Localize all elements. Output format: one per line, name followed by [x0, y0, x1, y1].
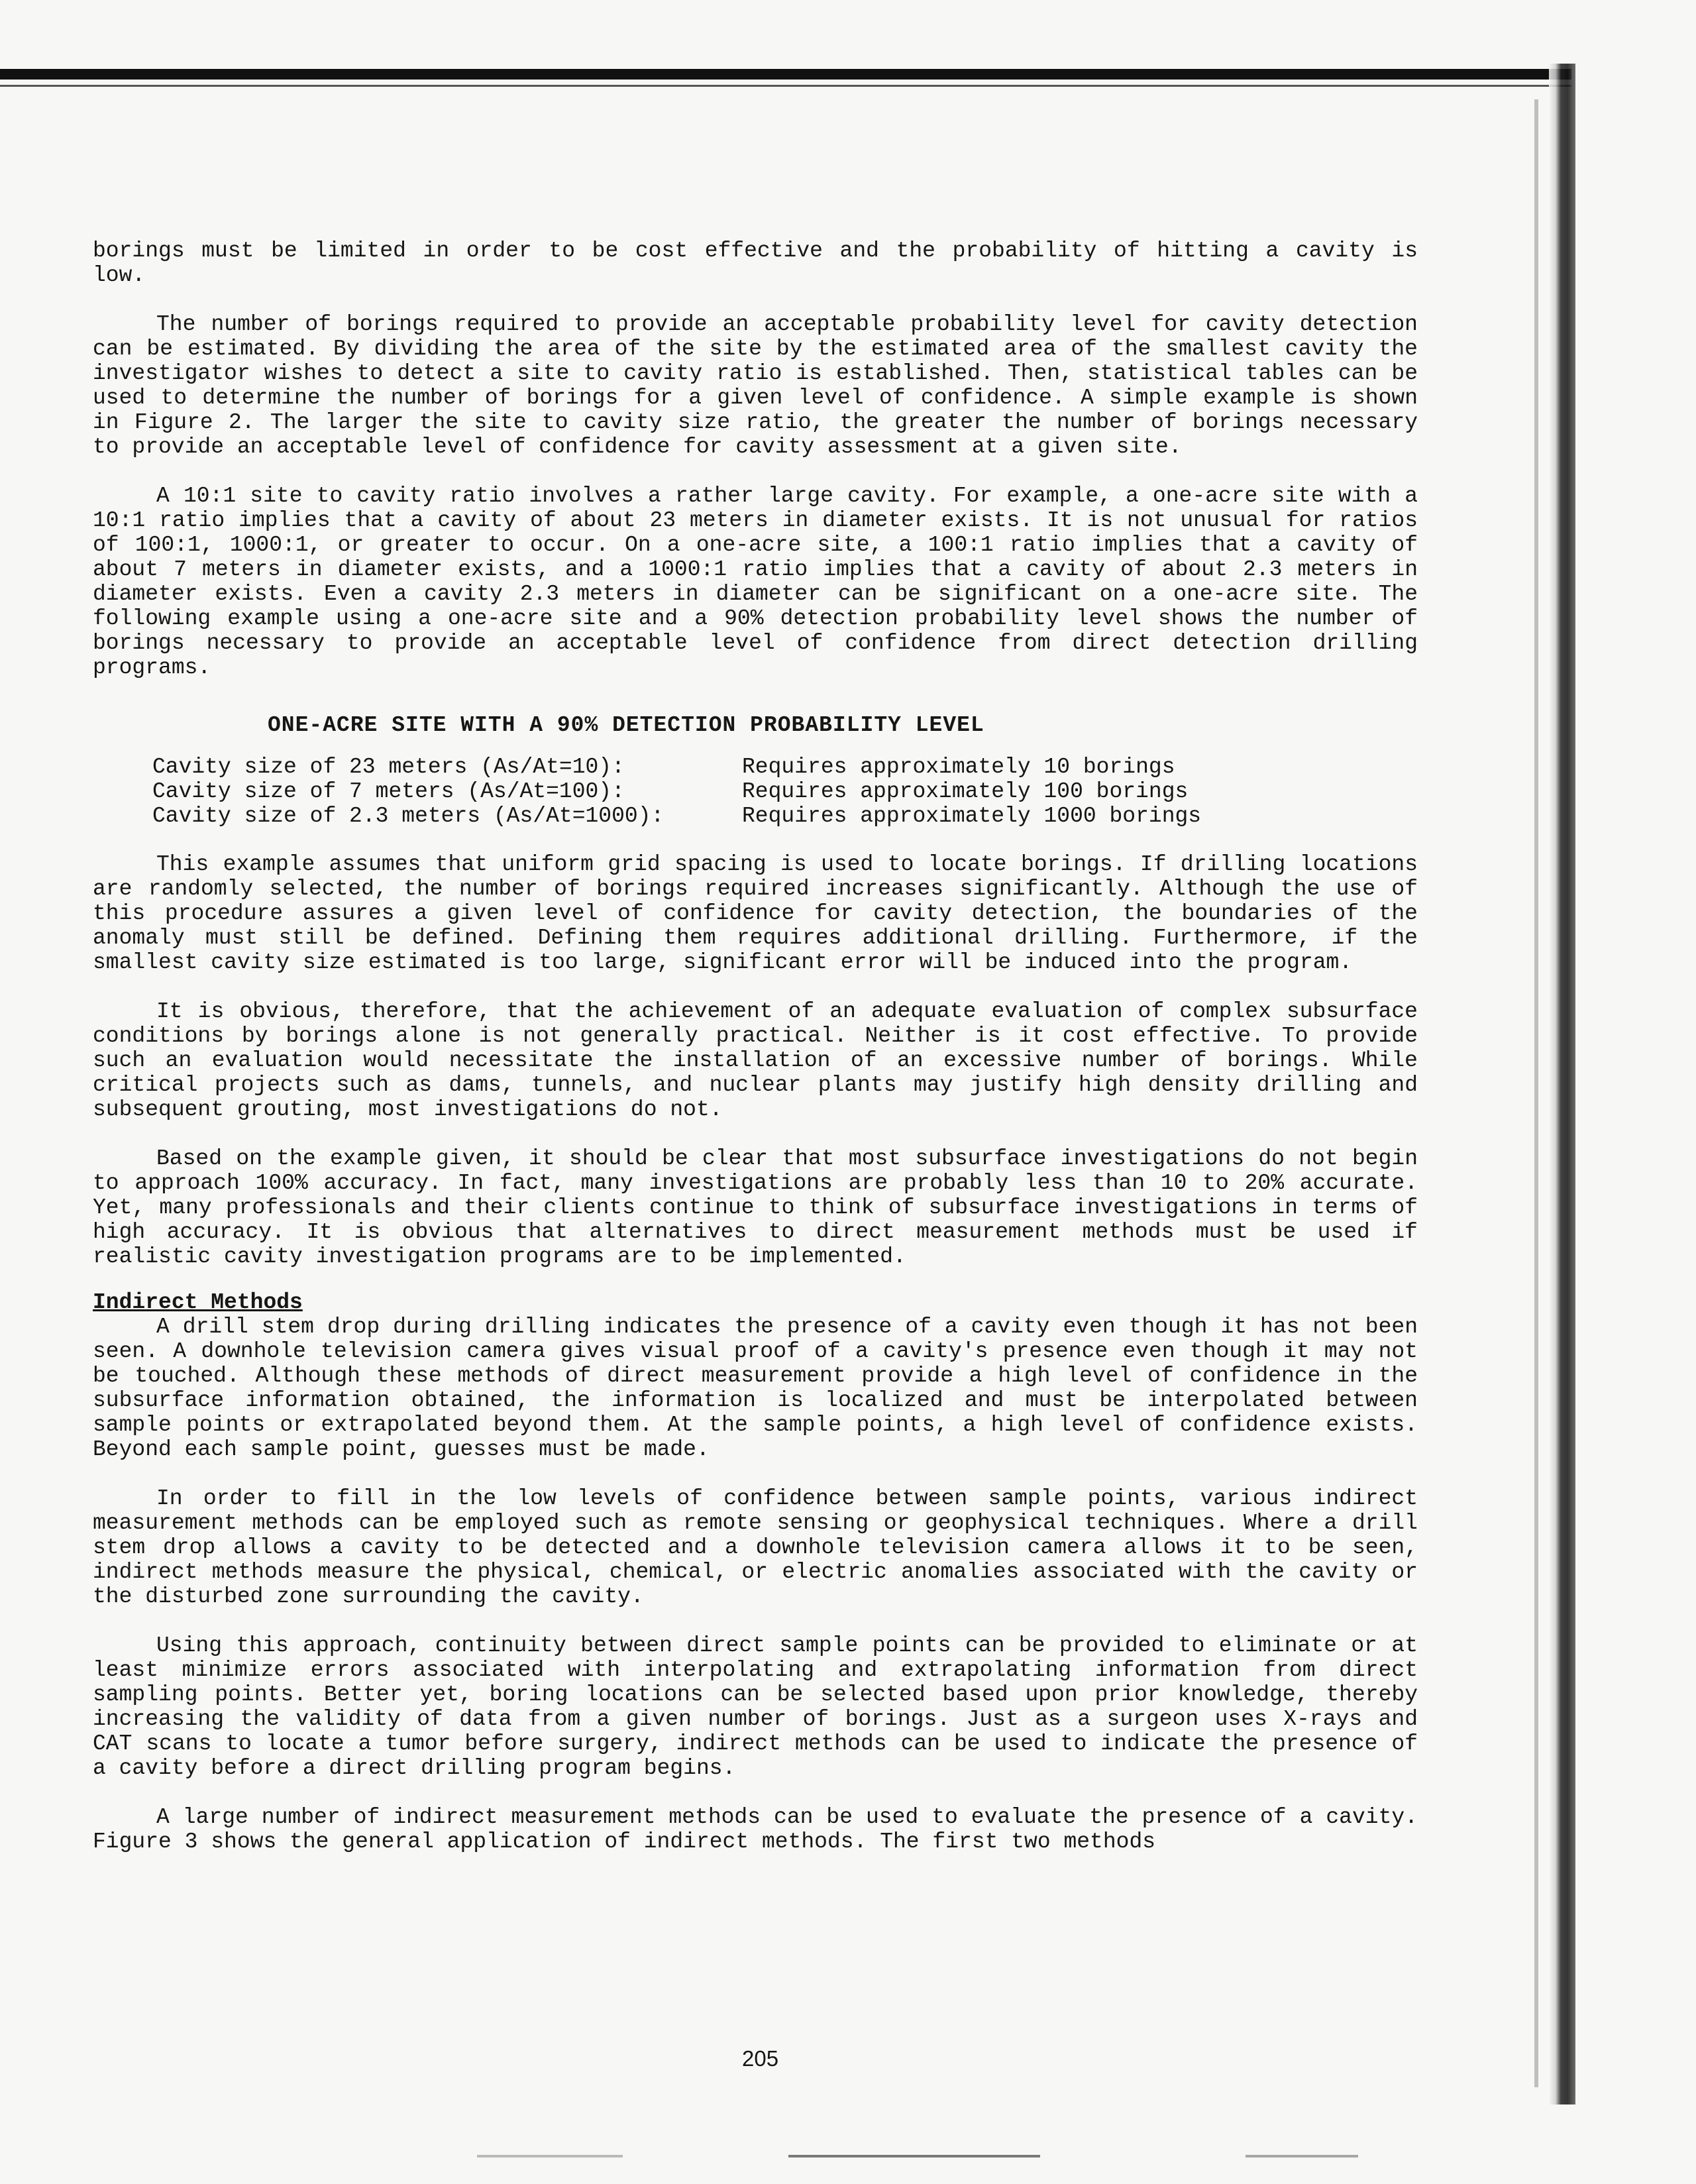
scan-artifact [1246, 2155, 1358, 2157]
paragraph: It is obvious, therefore, that the achievement of an adequate evaluation of complex subsurface conditions by borings alone is not generally practical. Neither is it cost effective. To provide such an evaluation would necessitate the installation of an excessive number of borings. While critical projects such as dams, tunnels, and nuclear plants may justify high density drilling and subsequent grouting, most investigations do not. [93, 999, 1418, 1122]
paragraph: This example assumes that uniform grid spacing is used to locate borings. If drilling locations are randomly selected, the number of borings required increases significantly. Although the use of this procedure assures a given level of confidence for cavity detection, the boundaries of the anomaly must still be defined. Defining them requires additional drilling. Furthermore, if the smallest cavity size estimated is too large, significant error will be induced into the program. [93, 852, 1418, 975]
scan-artifact [788, 2155, 1040, 2157]
top-border-thin-rule [0, 85, 1571, 87]
paragraph: A large number of indirect measurement methods can be used to evaluate the presence of a cavity. Figure 3 shows the general application of indirect methods. The first two methods [93, 1805, 1418, 1854]
example-row [152, 804, 1418, 828]
paragraph: Based on the example given, it should be clear that most subsurface investigations do not begin to approach 100% accuracy. In fact, many investigations are probably less than 10 to 20% accurate. Yet, many professionals and their clients continue to think of subsurface investigations in terms of high accuracy. It is obvious that alternatives to direct measurement methods must be used if realistic cavity investigation programs are to be implemented. [93, 1146, 1418, 1269]
document-body [93, 239, 1418, 1854]
cavity-size: Cavity size of 7 meters (As/At=100): [152, 779, 625, 804]
scan-edge-line [1534, 99, 1538, 2087]
paragraphs-middle [93, 852, 1418, 1269]
paragraph: In order to fill in the low levels of confidence between sample points, various indirect measurement methods can be employed such as remote sensing or geophysical techniques. Where a drill stem drop allows a cavity to be detected and a downhole television camera allows it to be seen, indirect methods measure the physical, chemical, or electric anomalies associated with the cavity or the disturbed zone surrounding the cavity. [93, 1486, 1418, 1609]
borings-required: Requires approximately 1000 borings [742, 804, 1202, 828]
cavity-size: Cavity size of 23 meters (As/At=10): [152, 755, 625, 779]
borings-required: Requires approximately 10 borings [742, 755, 1175, 779]
paragraphs-top [93, 239, 1418, 680]
example-row [152, 779, 1418, 804]
top-border-rule [0, 69, 1571, 80]
paragraphs-bottom [93, 1315, 1418, 1854]
example-row [152, 755, 1418, 779]
section-heading: Indirect Methods [93, 1290, 303, 1315]
paragraph: borings must be limited in order to be cost effective and the probability of hitting a cavity is low. [93, 239, 1418, 288]
cavity-size: Cavity size of 2.3 meters (As/At=1000): [152, 804, 664, 828]
scan-right-edge [1549, 64, 1575, 2104]
paragraph: Using this approach, continuity between direct sample points can be provided to eliminate or at least minimize errors associated with interpolating and extrapolating information from direct sampling points. Better yet, boring locations can be selected based upon prior knowledge, thereby increasing the validity of data from a given number of borings. Just as a surgeon uses X-rays and CAT scans to locate a tumor before surgery, indirect methods can be used to indicate the presence of a cavity before a direct drilling program begins. [93, 1633, 1418, 1780]
borings-required: Requires approximately 100 borings [742, 779, 1189, 804]
example-table [152, 755, 1418, 828]
paragraph: The number of borings required to provide an acceptable probability level for cavity detection can be estimated. By dividing the area of the site by the estimated area of the smallest cavity the investigator wishes to detect a site to cavity ratio is established. Then, statistical tables can be used to determine the number of borings for a given level of confidence. A simple example is shown in Figure 2. The larger the site to cavity size ratio, the greater the number of borings necessary to provide an acceptable level of confidence for cavity assessment at a given site. [93, 312, 1418, 459]
paragraph: A drill stem drop during drilling indicates the presence of a cavity even though it has not been seen. A downhole television camera gives visual proof of a cavity's presence even though it may not be touched. Although these methods of direct measurement provide a high level of confidence in the subsurface information obtained, the information is localized and must be interpolated between sample points or extrapolated beyond them. At the sample points, a high level of confidence exists. Beyond each sample point, guesses must be made. [93, 1315, 1418, 1462]
page-number: 205 [742, 2046, 779, 2071]
example-heading: ONE-ACRE SITE WITH A 90% DETECTION PROBABILITY LEVEL [268, 713, 984, 737]
scan-artifact [477, 2155, 623, 2157]
paragraph: A 10:1 site to cavity ratio involves a rather large cavity. For example, a one-acre site with a 10:1 ratio implies that a cavity of about 23 meters in diameter exists. It is not unusual for ratios of 100:1, 1000:1, or greater to occur. On a one-acre site, a 100:1 ratio implies that a cavity of about 7 meters in diameter exists, and a 1000:1 ratio implies that a cavity of about 2.3 meters in diameter exists. Even a cavity 2.3 meters in diameter can be significant on a one-acre site. The following example using a one-acre site and a 90% detection probability level shows the number of borings necessary to provide an acceptable level of confidence from direct detection drilling programs. [93, 484, 1418, 680]
